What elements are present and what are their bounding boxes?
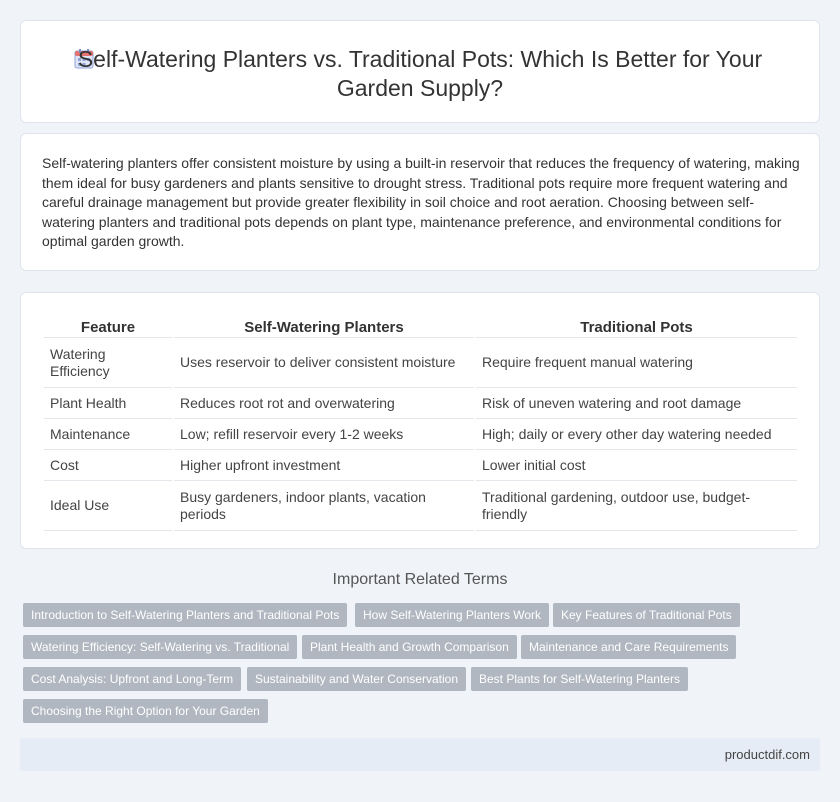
traditional-cell: Lower initial cost	[476, 450, 797, 481]
traditional-cell: Traditional gardening, outdoor use, budget-friendly	[476, 481, 797, 531]
related-tag-plant-health[interactable]: Plant Health and Growth Comparison	[302, 635, 517, 659]
feature-cell: Maintenance	[44, 419, 172, 450]
traditional-cell: Require frequent manual watering	[476, 338, 797, 388]
header-self-watering: Self-Watering Planters	[174, 316, 474, 338]
footer	[20, 738, 820, 771]
comparison-card	[20, 292, 820, 549]
related-terms-title: Important Related Terms	[332, 571, 508, 588]
feature-cell: Ideal Use	[44, 481, 172, 531]
feature-cell: Watering Efficiency	[44, 338, 172, 388]
comparison-table	[42, 316, 799, 531]
self-watering-cell: Higher upfront investment	[174, 450, 474, 481]
intro-card	[20, 133, 820, 271]
related-tag-how-it-works[interactable]: How Self-Watering Planters Work	[355, 603, 549, 627]
table-header-row	[44, 316, 797, 338]
header-traditional: Traditional Pots	[476, 316, 797, 338]
table-row	[44, 419, 797, 450]
header-card	[20, 20, 820, 123]
header-feature: Feature	[44, 316, 172, 338]
traditional-cell: Risk of uneven watering and root damage	[476, 388, 797, 419]
self-watering-cell: Reduces root rot and overwatering	[174, 388, 474, 419]
related-tag-choosing-option[interactable]: Choosing the Right Option for Your Garden	[23, 699, 268, 723]
intro-paragraph: Self-watering planters offer consistent moisture by using a built-in reservoir that reduces the frequency of watering, making them ideal for busy gardeners and plants sensitive to drought stress. Traditional pots require more frequent watering and careful drainage management but provide greater flexibility in soil choice and root aeration. Choosing between self-watering planters and traditional pots depends on plant type, maintenance preference, and environmental conditions for optimal garden growth.	[42, 155, 800, 249]
page-title: Self-Watering Planters vs. Traditional Pots: Which Is Better for Your Garden Supply?	[77, 46, 763, 101]
related-tag-maintenance[interactable]: Maintenance and Care Requirements	[521, 635, 736, 659]
table-row	[44, 388, 797, 419]
table-row	[44, 481, 797, 531]
related-tag-introduction[interactable]: Introduction to Self-Watering Planters and Traditional Pots	[23, 603, 347, 627]
self-watering-cell: Low; refill reservoir every 1-2 weeks	[174, 419, 474, 450]
traditional-cell: High; daily or every other day watering needed	[476, 419, 797, 450]
related-tag-cost-analysis[interactable]: Cost Analysis: Upfront and Long-Term	[23, 667, 241, 691]
table-row	[44, 338, 797, 388]
related-tag-best-plants[interactable]: Best Plants for Self-Watering Planters	[471, 667, 688, 691]
feature-cell: Plant Health	[44, 388, 172, 419]
related-tag-watering-efficiency[interactable]: Watering Efficiency: Self-Watering vs. Traditional	[23, 635, 297, 659]
feature-cell: Cost	[44, 450, 172, 481]
table-row	[44, 450, 797, 481]
related-tag-traditional-features[interactable]: Key Features of Traditional Pots	[553, 603, 740, 627]
related-tag-sustainability[interactable]: Sustainability and Water Conservation	[247, 667, 466, 691]
self-watering-cell: Busy gardeners, indoor plants, vacation periods	[174, 481, 474, 531]
self-watering-cell: Uses reservoir to deliver consistent moisture	[174, 338, 474, 388]
footer-site-name[interactable]: productdif.com	[724, 747, 810, 762]
